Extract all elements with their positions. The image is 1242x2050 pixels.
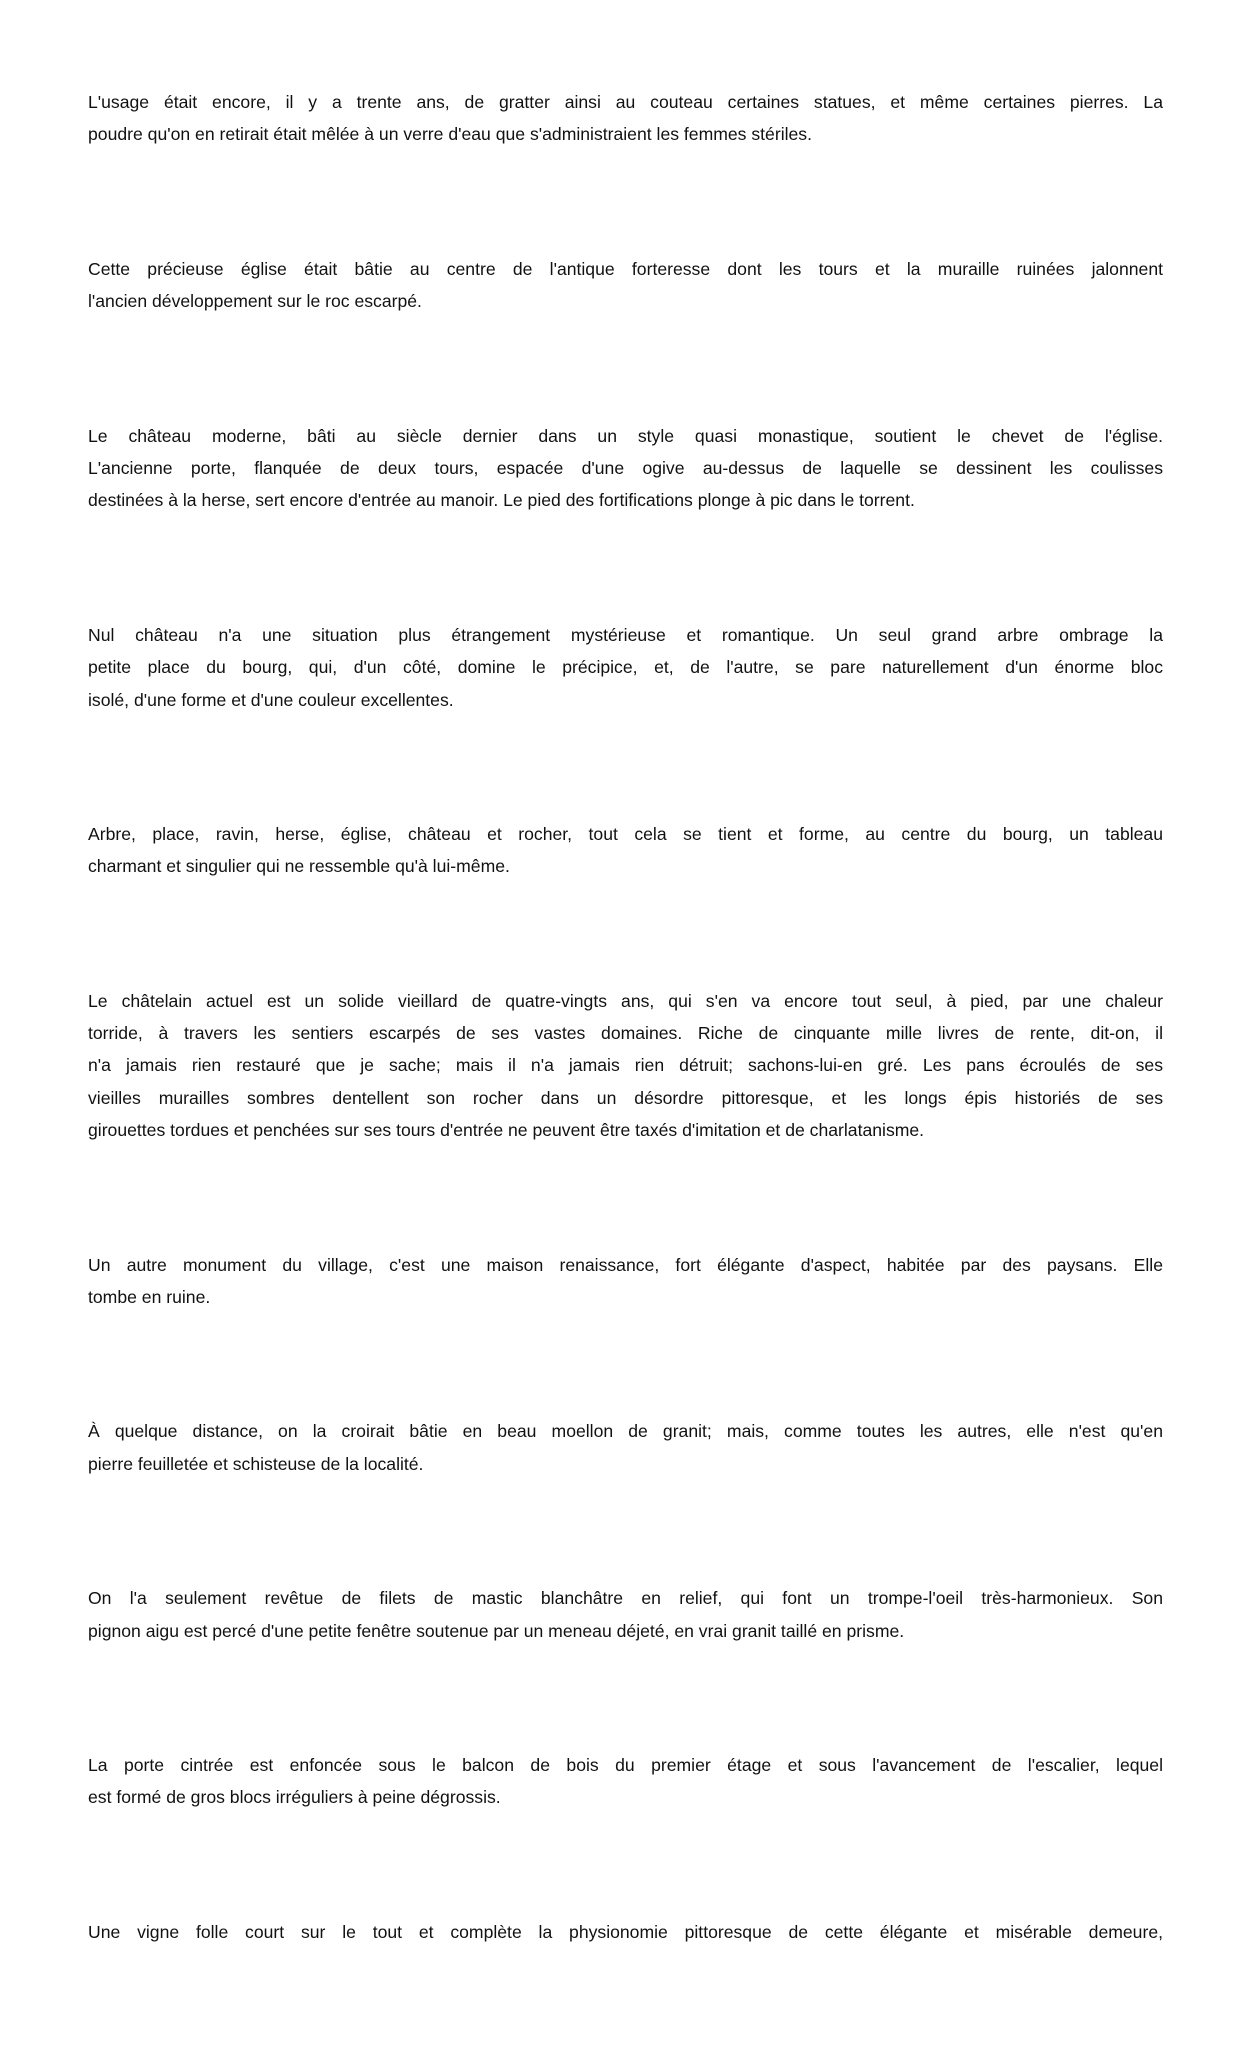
text-line: girouettes tordues et penchées sur ses tours d'entrée ne peuvent être taxés d'imitation et de charlatanisme. bbox=[88, 1120, 925, 1141]
text-line: Nul château n'a une situation plus étrangement mystérieuse et romantique. Un seul grand arbre ombrage la bbox=[88, 624, 1163, 645]
text-line: Cette précieuse église était bâtie au centre de l'antique forteresse dont les tours et la muraille ruinées jalonnent bbox=[88, 258, 1163, 279]
text-line: charmant et singulier qui ne ressemble qu'à lui-même. bbox=[88, 856, 510, 877]
paragraph bbox=[88, 86, 1163, 151]
text-line: vieilles murailles sombres dentellent son rocher dans un désordre pittoresque, et les longs épis historiés de ses bbox=[88, 1087, 1163, 1108]
text-line: est formé de gros blocs irréguliers à peine dégrossis. bbox=[88, 1787, 501, 1808]
text-line: petite place du bourg, qui, d'un côté, domine le précipice, et, de l'autre, se pare naturellement d'un énorme bloc bbox=[88, 657, 1163, 678]
text-line: pierre feuilletée et schisteuse de la localité. bbox=[88, 1453, 424, 1474]
text-line: isolé, d'une forme et d'une couleur excellentes. bbox=[88, 689, 454, 710]
text-line: Un autre monument du village, c'est une maison renaissance, fort élégante d'aspect, habitée par des paysans. Elle bbox=[88, 1254, 1163, 1275]
text-line: torride, à travers les sentiers escarpés de ses vastes domaines. Riche de cinquante mille livres de rente, dit-on, il bbox=[88, 1023, 1163, 1044]
text-line: l'ancien développement sur le roc escarpé. bbox=[88, 291, 422, 312]
text-line: On l'a seulement revêtue de filets de mastic blanchâtre en relief, qui font un trompe-l'oeil très-harmonieux. Son bbox=[88, 1588, 1163, 1609]
text-line: L'ancienne porte, flanquée de deux tours, espacée d'une ogive au-dessus de laquelle se dessinent les coulisses bbox=[88, 457, 1163, 478]
text-line: Une vigne folle court sur le tout et complète la physionomie pittoresque de cette élégante et misérable demeure, bbox=[88, 1921, 1163, 1942]
paragraph bbox=[88, 818, 1163, 883]
paragraph bbox=[88, 1749, 1163, 1814]
paragraph bbox=[88, 420, 1163, 517]
paragraph bbox=[88, 1916, 1163, 1948]
text-line: tombe en ruine. bbox=[88, 1287, 211, 1308]
paragraph bbox=[88, 253, 1163, 318]
paragraph bbox=[88, 1415, 1163, 1480]
paragraph bbox=[88, 1582, 1163, 1647]
text-line: poudre qu'on en retirait était mêlée à un verre d'eau que s'administraient les femmes stériles. bbox=[88, 124, 812, 145]
text-line: destinées à la herse, sert encore d'entrée au manoir. Le pied des fortifications plonge à pic dans le torrent. bbox=[88, 490, 915, 511]
text-line: L'usage était encore, il y a trente ans, de gratter ainsi au couteau certaines statues, et même certaines pierres. La bbox=[88, 92, 1163, 112]
text-line: n'a jamais rien restauré que je sache; mais il n'a jamais rien détruit; sachons-lui-en gré. Les pans écroulés de ses bbox=[88, 1055, 1163, 1076]
paragraph bbox=[88, 985, 1163, 1147]
text-line: Le châtelain actuel est un solide vieillard de quatre-vingts ans, qui s'en va encore tout seul, à pied, par une chaleur bbox=[88, 990, 1163, 1011]
text-line: À quelque distance, on la croirait bâtie en beau moellon de granit; mais, comme toutes les autres, elle n'est qu'en bbox=[88, 1421, 1163, 1442]
paragraph bbox=[88, 619, 1163, 716]
text-line: Le château moderne, bâti au siècle dernier dans un style quasi monastique, soutient le chevet de l'église. bbox=[88, 425, 1163, 446]
text-line: Arbre, place, ravin, herse, église, château et rocher, tout cela se tient et forme, au centre du bourg, un tableau bbox=[88, 823, 1163, 844]
document-page bbox=[88, 86, 1163, 2050]
paragraph bbox=[88, 1249, 1163, 1314]
text-line: La porte cintrée est enfoncée sous le balcon de bois du premier étage et sous l'avancement de l'escalier, lequel bbox=[88, 1754, 1163, 1775]
text-line: pignon aigu est percé d'une petite fenêtre soutenue par un meneau déjeté, en vrai granit taillé en prisme. bbox=[88, 1620, 905, 1641]
